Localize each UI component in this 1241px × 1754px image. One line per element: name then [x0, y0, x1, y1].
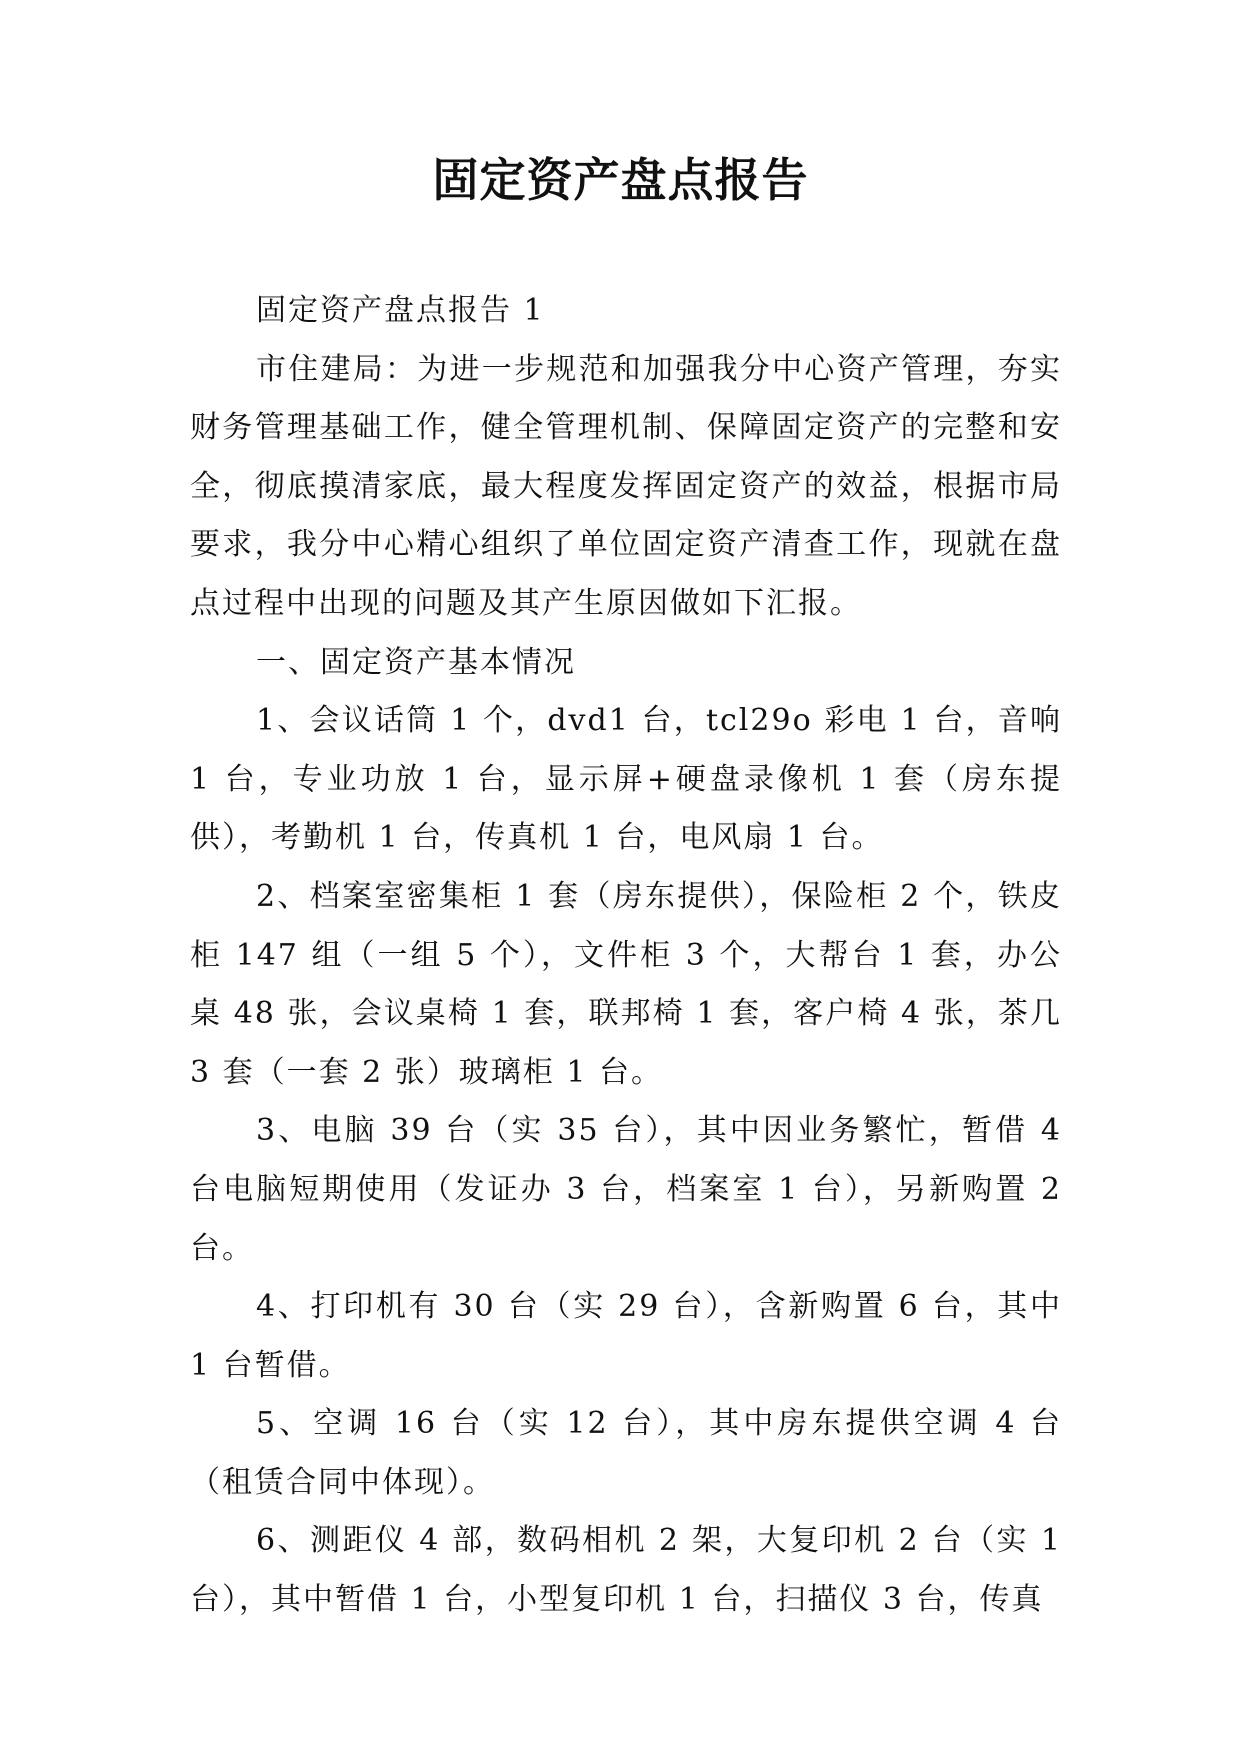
paragraph-item-6: 6、测距仪 4 部，数码相机 2 架，大复印机 2 台（实 1 台），其中暂借 1 台，小型复印机 1 台，扫描仪 3 台，传真 [190, 1523, 1062, 1618]
paragraph-section-heading: 一、固定资产基本情况 [256, 644, 576, 680]
paragraph-item-5: 5、空调 16 台（实 12 台），其中房东提供空调 4 台（租赁合同中体现）。 [190, 1406, 1062, 1500]
paragraph-item-2: 2、档案室密集柜 1 套（房东提供），保险柜 2 个，铁皮柜 147 组（一组 5 个），文件柜 3 个，大帮台 1 套，办公桌 48 张，会议桌椅 1 套，联邦椅 1 套，客户椅 4 张，茶几 3 套（一套 2 张）玻璃柜 1 台。 [190, 878, 1062, 1090]
paragraph-item-4: 4、打印机有 30 台（实 29 台），含新购置 6 台，其中 1 台暂借。 [190, 1289, 1062, 1383]
paragraph-item-1: 1、会议话筒 1 个，dvd1 台，tcl29o 彩电 1 台，音响 1 台，专业功放 1 台，显示屏+硬盘录像机 1 套（房东提供），考勤机 1 台，传真机 1 台，电风扇 1 台。 [190, 703, 1062, 856]
paragraph-item-3: 3、电脑 39 台（实 35 台），其中因业务繁忙，暂借 4 台电脑短期使用（发证办 3 台，档案室 1 台），另新购置 2 台。 [190, 1113, 1062, 1266]
document-title: 固定资产盘点报告 [432, 153, 809, 207]
document-body [190, 282, 1062, 1630]
paragraph-heading-report-1: 固定资产盘点报告 1 [256, 293, 545, 328]
paragraph-intro: 市住建局：为进一步规范和加强我分中心资产管理，夯实财务管理基础工作，健全管理机制、保障固定资产的完整和安全，彻底摸清家底，最大程度发挥固定资产的效益，根据市局要求，我分中心精心组织了单位固定资产清查工作，现就在盘点过程中出现的问题及其产生原因做如下汇报。 [190, 351, 1062, 621]
